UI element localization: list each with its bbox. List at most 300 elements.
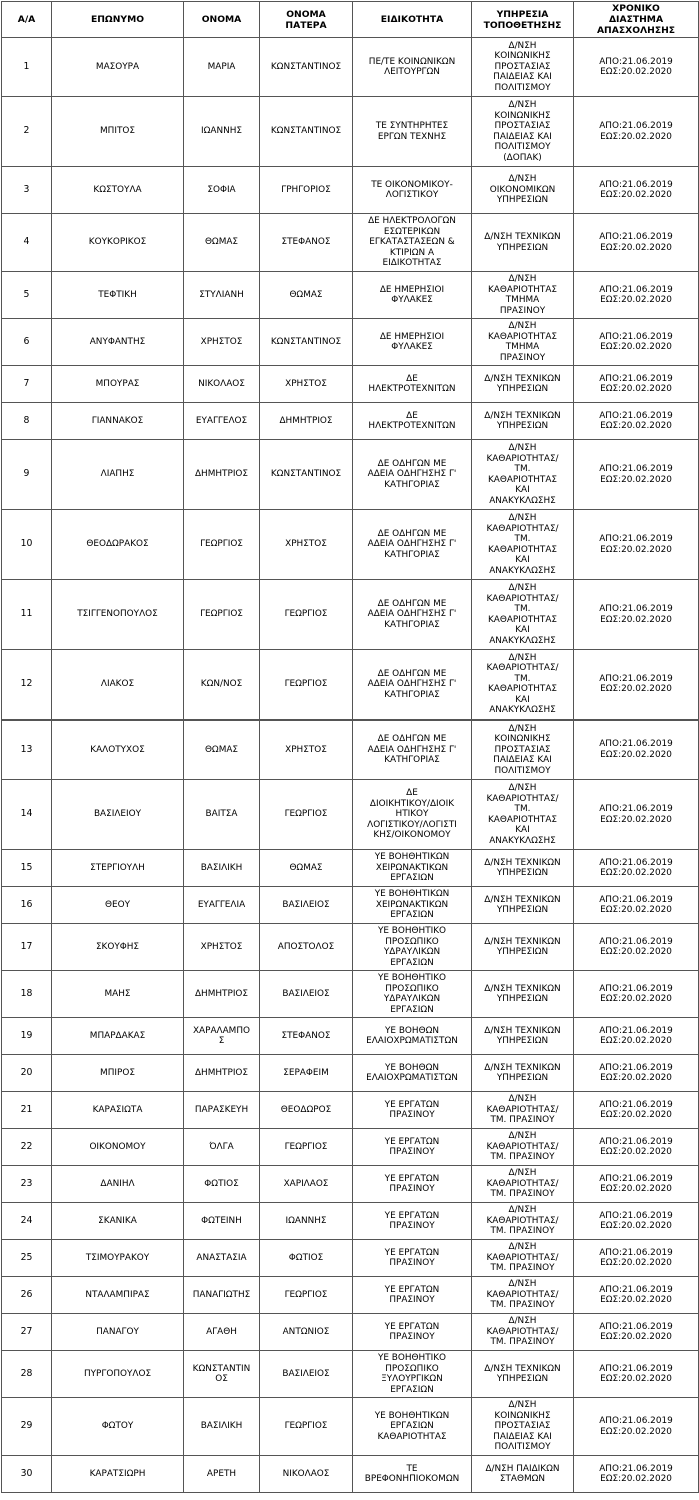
cell-line: (ΔΟΠΑΚ) [503,152,542,163]
period-from: ΑΠΟ:21.06.2019 [599,534,673,544]
cell-period [574,403,699,440]
cell-line: ΔΙΟΙΚΗΤΙΚΟΥ/ΔΙΟΙΚ [369,798,455,809]
cell-period [574,971,699,1018]
period-from: ΑΠΟ:21.06.2019 [599,804,673,814]
cell-line: Δ/ΝΣΗ [508,1094,537,1105]
cell-line: Δ/ΝΣΗ [508,1131,537,1142]
cell-specialty [353,850,472,887]
cell-line: ΥΕ ΕΡΓΑΤΩΝ [384,1099,440,1110]
cell-specialty [353,1166,472,1203]
cell-line: ΑΓΑΘΗ [206,1326,237,1337]
cell-line: ΥΕ ΕΡΓΑΤΩΝ [384,1321,440,1332]
cell-line: Δ/ΝΣΗ [508,443,537,453]
cell-father-name [260,1018,353,1055]
cell-surname: ΜΠΑΡΔΑΚΑΣ [52,1018,184,1055]
cell-line: ΕΛΑΙΟΧΡΩΜΑΤΙΣΤΩΝ [366,1036,458,1046]
cell-line: ΕΡΓΑΣΙΩΝ [390,873,434,884]
cell-specialty [353,650,472,720]
cell-line: ΑΝΤΩΝΙΟΣ [282,1326,330,1337]
cell-aa: 10 [2,510,52,580]
cell-period [574,650,699,720]
cell-line: ΑΝΑΚΥΚΛΩΣΗΣ [489,495,556,506]
cell-line: ΒΑΣΙΛΙΚΗ [200,862,243,873]
cell-line: ΔΕ ΟΔΗΓΩΝ ΜΕ [377,668,447,679]
cell-surname: ΜΠΟΥΡΑΣ [52,366,184,403]
cell-line: ΜΑΡΙΑ [207,61,236,72]
period-to: ΕΩΣ:20.02.2020 [600,474,672,485]
period-to: ΕΩΣ:20.02.2020 [600,295,672,305]
cell-father-name [260,1351,353,1398]
cell-line: ΠΑΙΔΕΙΑΣ ΚΑΙ [493,755,552,765]
cell-period [574,580,699,650]
cell-line: ΥΠΗΡΕΣΙΩΝ [496,1036,549,1046]
cell-father-name [260,1129,353,1166]
cell-surname: ΣΤΕΡΓΙΟΥΛΗ [52,850,184,887]
period-from: ΑΠΟ:21.06.2019 [599,983,673,994]
cell-line: Δ/ΝΣΗ [508,40,537,51]
cell-line: ΠΡΟΣΤΑΣΙΑΣ [494,744,551,755]
cell-line: Α/Α [17,14,36,25]
cell-line: ΙΩΑΝΝΗΣ [200,126,243,137]
cell-line: ΥΠΗΡΕΣΙΩΝ [496,195,549,206]
cell-line: ΔΕ [406,788,418,799]
cell-name [184,924,260,971]
period-from: ΑΠΟ:21.06.2019 [599,232,673,242]
cell-aa: 1 [2,38,52,97]
cell-period [574,1092,699,1129]
cell-period [574,38,699,97]
cell-line: ΧΕΙΡΩΝΑΚΤΙΚΩΝ [375,899,449,910]
period-to: ΕΩΣ:20.02.2020 [600,342,672,352]
period-from: ΑΠΟ:21.06.2019 [599,121,673,131]
cell-service [472,167,574,214]
table-row [2,1203,699,1240]
period-to: ΕΩΣ:20.02.2020 [600,1147,672,1157]
cell-line: ΔΗΜΗΤΡΙΟΣ [194,988,249,999]
cell-line: ΙΩΑΝΝΗΣ [285,1215,327,1226]
table-row [2,510,699,580]
cell-specialty [353,971,472,1018]
cell-period [574,1240,699,1277]
cell-line: ΚΑΘΑΡΙΟΤΗΤΑΣ/ [486,453,559,464]
table-row [2,1456,699,1493]
cell-line: ΓΕΩΡΓΙΟΣ [284,1421,328,1432]
cell-aa: 2 [2,97,52,167]
period-from: ΑΠΟ:21.06.2019 [599,1099,673,1110]
cell-line: ΠΡΑΣΙΝΟΥ [389,1332,435,1342]
cell-line: ΧΡΗΣΤΟΣ [285,378,327,389]
cell-surname: ΠΑΝΑΓΟΥ [52,1314,184,1351]
cell-line: ΤΜΗΜΑ [505,295,540,305]
cell-line: ΚΑΘΑΡΙΟΤΗΤΑΣ/ [486,1326,559,1337]
period-from: ΑΠΟ:21.06.2019 [599,373,673,384]
cell-line: ΠΡΟΣΩΠΙΚΟ [385,1363,439,1374]
cell-surname: ΜΑΣΟΥΡΑ [52,38,184,97]
cell-line: ΧΕΙΡΩΝΑΚΤΙΚΩΝ [375,862,449,873]
cell-line: ΑΔΕΙΑ ΟΔΗΓΗΣΗΣ Γ' [367,469,457,480]
cell-aa: 25 [2,1240,52,1277]
cell-line: ΑΠΟΣΤΟΛΟΣ [277,941,335,952]
cell-father-name [260,366,353,403]
cell-line: ΠΡΑΣΙΝΟΥ [389,1295,435,1305]
cell-specialty [353,1351,472,1398]
cell-surname: ΠΥΡΓΟΠΟΥΛΟΣ [52,1351,184,1398]
cell-line: ΘΩΜΑΣ [204,237,239,248]
cell-line: ΠΡΟΣΩΠΙΚΟ [385,936,439,947]
cell-line: ΥΕ ΒΟΗΘΗΤΙΚΩΝ [374,1410,450,1421]
table-row [2,1398,699,1456]
cell-period [574,1203,699,1240]
cell-aa: 13 [2,720,52,780]
cell-line: ΔΕ ΗΜΕΡΗΣΙΟΙ [379,284,445,295]
cell-line: ΓΕΩΡΓΙΟΣ [284,609,328,620]
period-from: ΑΠΟ:21.06.2019 [599,1210,673,1221]
cell-father-name [260,1456,353,1493]
cell-line: ΤΜ. ΠΡΑΣΙΝΟΥ [490,1152,555,1163]
table-row [2,440,699,510]
cell-line: ΑΡΕΤΗ [206,1468,237,1479]
cell-line: ΥΠΗΡΕΣΙΩΝ [496,421,549,431]
cell-specialty [353,510,472,580]
cell-line: ΔΕ ΟΔΗΓΩΝ ΜΕ [377,528,447,539]
period-to: ΕΩΣ:20.02.2020 [600,1110,672,1120]
cell-line: ΥΕ ΒΟΗΘΗΤΙΚΩΝ [374,889,450,900]
cell-line: ΥΕ ΒΟΗΘΩΝ [384,1025,439,1036]
cell-line: ΕΙΔΙΚΟΤΗΤΑ [380,14,444,25]
cell-name [184,887,260,924]
header-surname [52,2,184,38]
cell-line: ΟΝΟΜΑ [286,8,326,20]
cell-line: ΔΕ ΗΜΕΡΗΣΙΟΙ [379,331,445,342]
period-from: ΑΠΟ:21.06.2019 [599,1416,673,1426]
cell-line: ΦΩΤΙΟΣ [204,1178,239,1189]
cell-line: ΓΡΗΓΟΡΙΟΣ [281,184,331,195]
cell-line: ΚΑΘΑΡΙΟΤΗΤΑΣ [487,684,558,695]
cell-surname: ΝΤΑΛΑΜΠΙΡΑΣ [52,1277,184,1314]
cell-surname: ΛΙΑΠΗΣ [52,440,184,510]
cell-line: Δ/ΝΣΗ [508,1205,537,1216]
cell-specialty [353,366,472,403]
cell-line: ΚΑΘΑΡΙΟΤΗΤΑΣ/ [486,523,559,534]
cell-period [574,924,699,971]
cell-line: ΚΑΘΑΡΙΟΤΗΤΑΣ [487,331,558,342]
cell-specialty [353,887,472,924]
cell-name [184,1092,260,1129]
cell-line: ΚΩΝ/ΝΟΣ [200,679,243,689]
period-from: ΑΠΟ:21.06.2019 [599,1062,673,1073]
cell-line: ΤΕ ΣΥΝΤΗΡΗΤΕΣ [375,121,449,131]
cell-line: ΑΝΑΣΤΑΣΙΑ [196,1252,247,1263]
cell-line: ΣΤΕΦΑΝΟΣ [281,237,331,248]
cell-service [472,1166,574,1203]
cell-father-name [260,97,353,167]
cell-surname: ΜΠΙΡΟΣ [52,1055,184,1092]
cell-line: ΕΡΓΩΝ ΤΕΧΝΗΣ [377,131,447,142]
period-from: ΑΠΟ:21.06.2019 [599,894,673,905]
cell-line: ΗΛΕΚΤΡΟΤΕΧΝΙΤΩΝ [368,384,456,394]
period-to: ΕΩΣ:20.02.2020 [600,421,672,431]
table-row [2,319,699,366]
cell-line: ΕΥΑΓΓΕΛΙΑ [197,899,246,910]
cell-name [184,971,260,1018]
cell-father-name [260,510,353,580]
cell-line: ΤΜ. ΠΡΑΣΙΝΟΥ [490,1115,555,1126]
period-to: ΕΩΣ:20.02.2020 [600,1374,672,1384]
cell-line: ΚΑΘΑΡΙΟΤΗΤΑΣ/ [486,663,559,674]
cell-period [574,440,699,510]
table-row [2,366,699,403]
cell-father-name [260,887,353,924]
cell-father-name [260,1166,353,1203]
table-row [2,38,699,97]
cell-period [574,97,699,167]
cell-line: ΠΡΟΣΩΠΙΚΟ [385,983,439,994]
cell-line: ΥΕ ΕΡΓΑΤΩΝ [384,1136,440,1147]
period-from: ΑΠΟ:21.06.2019 [599,1173,673,1184]
cell-name [184,720,260,780]
cell-aa: 5 [2,272,52,319]
cell-line: ΛΕΙΤΟΥΡΓΩΝ [384,67,440,77]
period-from: ΑΠΟ:21.06.2019 [599,56,673,67]
cell-service [472,319,574,366]
cell-service [472,1456,574,1493]
cell-line: ΌΛΓΑ [209,1141,234,1152]
cell-line: ΠΑΝΑΓΙΩΤΗΣ [192,1289,251,1300]
cell-service [472,924,574,971]
cell-line: ΥΕ ΒΟΗΘΗΤΙΚΩΝ [374,852,450,863]
cell-father-name [260,580,353,650]
cell-line: ΥΕ ΒΟΗΘΗΤΙΚΟ [377,1353,447,1363]
cell-line: ΕΡΓΑΣΙΩΝ [390,1384,434,1395]
cell-line: ΠΑΙΔΕΙΑΣ ΚΑΙ [493,72,552,83]
cell-line: ΑΝΑΚΥΚΛΩΣΗΣ [489,705,556,716]
cell-line: ΚΗΣ/ΟΙΚΟΝΟΜΟΥ [373,830,451,841]
cell-line: ΦΩΤΕΙΝΗ [201,1215,242,1226]
cell-line: ΔΕ ΟΔΗΓΩΝ ΜΕ [377,458,447,469]
table-body [2,38,699,1493]
cell-aa: 9 [2,440,52,510]
staff-table [1,1,699,1493]
cell-line: ΤΜ. [514,604,531,614]
cell-line: ΤΜ. [514,804,531,814]
cell-specialty [353,1129,472,1166]
cell-specialty [353,780,472,850]
table-row [2,580,699,650]
period-from: ΑΠΟ:21.06.2019 [599,1025,673,1036]
period-from: ΑΠΟ:21.06.2019 [599,1284,673,1295]
cell-period [574,1277,699,1314]
cell-line: ΚΑΘΑΡΙΟΤΗΤΑΣ/ [486,1178,559,1189]
cell-specialty [353,272,472,319]
cell-father-name [260,167,353,214]
cell-service [472,1240,574,1277]
cell-name [184,580,260,650]
cell-line: ΔΙΑΣΤΗΜΑ [608,14,664,25]
cell-line: Δ/ΝΣΗ [508,723,537,734]
cell-aa: 24 [2,1203,52,1240]
cell-surname: ΤΣΙΜΟΥΡΑΚΟΥ [52,1240,184,1277]
cell-line: ΤΜ. [514,673,531,684]
cell-line: Δ/ΝΣΗ [508,513,537,523]
period-to: ΕΩΣ:20.02.2020 [600,242,672,253]
table-row [2,1166,699,1203]
table-row [2,1092,699,1129]
cell-name [184,319,260,366]
cell-line: ΓΕΩΡΓΙΟΣ [284,1289,328,1300]
cell-specialty [353,1092,472,1129]
cell-aa: 28 [2,1351,52,1398]
table-row [2,1055,699,1092]
cell-line: ΚΑΘΑΡΙΟΤΗΤΑΣ/ [486,1215,559,1226]
cell-name [184,1129,260,1166]
cell-line: ΕΡΓΑΣΙΩΝ [390,957,434,968]
cell-line: ΒΑΣΙΛΕΙΟΣ [282,1368,330,1379]
cell-line: Δ/ΝΣΗ ΤΕΧΝΙΚΩΝ [484,1363,561,1374]
cell-line: ΑΠΑΣΧΟΛΗΣΗΣ [596,25,676,36]
cell-line: ΥΠΗΡΕΣΙΩΝ [496,384,549,394]
cell-line: ΤΜ. ΠΡΑΣΙΝΟΥ [490,1300,555,1311]
cell-father-name [260,720,353,780]
cell-line: ΦΥΛΑΚΕΣ [391,295,433,305]
cell-line: ΣΤΕΦΑΝΟΣ [281,1030,331,1041]
cell-aa: 27 [2,1314,52,1351]
cell-line: ΘΩΜΑΣ [289,289,323,300]
table-row [2,1314,699,1351]
period-from: ΑΠΟ:21.06.2019 [599,284,673,295]
period-to: ΕΩΣ:20.02.2020 [600,614,672,625]
cell-service [472,1055,574,1092]
cell-line: ΑΔΕΙΑ ΟΔΗΓΗΣΗΣ Γ' [367,744,457,755]
cell-line: ΔΗΜΗΤΡΙΟΣ [194,469,249,480]
cell-line: ΥΠΗΡΕΣΙΩΝ [496,1374,549,1384]
cell-line: ΔΗΜΗΤΡΙΟΣ [194,1067,249,1078]
cell-service [472,1351,574,1398]
cell-line: ΤΜ. [514,534,531,544]
cell-service [472,1277,574,1314]
cell-specialty [353,403,472,440]
cell-line: Δ/ΝΣΗ ΤΕΧΝΙΚΩΝ [484,857,561,868]
cell-line: ΥΠΗΡΕΣΙΩΝ [496,947,549,957]
table-header-row [2,2,699,38]
cell-line: ΥΕ ΕΡΓΑΤΩΝ [384,1173,440,1184]
cell-specialty [353,38,472,97]
cell-father-name [260,319,353,366]
cell-line: ΚΑΘΑΡΙΟΤΗΤΑΣ [487,474,558,485]
cell-surname: ΛΙΑΚΟΣ [52,650,184,720]
cell-specialty [353,440,472,510]
cell-line: ΚΩΝΣΤΑΝΤΙΝΟΣ [270,126,342,137]
cell-line: ΠΑΤΕΡΑ [285,19,327,31]
cell-line: ΚΑΘΑΡΙΟΤΗΤΑΣ/ [486,793,559,804]
cell-line: ΚΩΝΣΤΑΝΤΙΝΟΣ [270,336,342,347]
cell-line: ΑΝΑΚΥΚΛΩΣΗΣ [489,835,556,846]
cell-line: ΥΕ ΒΟΗΘΩΝ [384,1062,439,1073]
cell-line: ΕΙΔΙΚΟΤΗΤΑΣ [382,258,442,269]
cell-line: ΠΡΟΣΤΑΣΙΑΣ [494,1421,551,1432]
table-row [2,850,699,887]
cell-line: ΝΙΚΟΛΑΟΣ [282,1468,330,1479]
cell-line: ΚΑΘΑΡΙΟΤΗΤΑΣ/ [486,1289,559,1300]
cell-father-name [260,440,353,510]
cell-line: ΞΥΛΟΥΡΓΙΚΩΝ [381,1374,443,1384]
cell-name [184,1240,260,1277]
cell-line: ΑΝΑΚΥΚΛΩΣΗΣ [489,635,556,646]
cell-line: ΠΑΡΑΣΚΕΥΗ [194,1104,249,1115]
table-row [2,1277,699,1314]
cell-name [184,97,260,167]
cell-line: ΤΕ [406,1463,418,1474]
cell-line: Δ/ΝΣΗ ΤΕΧΝΙΚΩΝ [484,894,561,905]
cell-service [472,720,574,780]
cell-surname: ΣΚΑΝΙΚΑ [52,1203,184,1240]
cell-specialty [353,1018,472,1055]
cell-line: ΤΜ. ΠΡΑΣΙΝΟΥ [490,1263,555,1274]
cell-line: ΧΡΗΣΤΟΣ [200,336,243,347]
cell-line: ΠΡΑΣΙΝΟΥ [389,1221,435,1231]
period-from: ΑΠΟ:21.06.2019 [599,410,673,421]
cell-period [574,1018,699,1055]
cell-father-name [260,1240,353,1277]
cell-line: ΚΟΙΝΩΝΙΚΗΣ [494,110,551,121]
cell-line: ΥΕ ΒΟΗΘΗΤΙΚΟ [377,926,447,936]
cell-name [184,1351,260,1398]
cell-surname: ΓΙΑΝΝΑΚΟΣ [52,403,184,440]
cell-period [574,272,699,319]
cell-line: ΘΩΜΑΣ [289,862,323,873]
cell-name [184,1398,260,1456]
cell-name [184,1203,260,1240]
cell-aa: 30 [2,1456,52,1493]
cell-surname: ΚΩΣΤΟΥΛΑ [52,167,184,214]
cell-father-name [260,924,353,971]
cell-line: ΟΙΚΟΝΟΜΙΚΩΝ [489,184,556,195]
header-aa [2,2,52,38]
cell-line: ΧΡΟΝΙΚΟ [612,3,660,14]
cell-period [574,887,699,924]
cell-surname: ΑΝΥΦΑΝΤΗΣ [52,319,184,366]
cell-line: Δ/ΝΣΗ ΤΕΧΝΙΚΩΝ [484,373,561,384]
cell-line: ΘΕΟΔΩΡΟΣ [280,1104,332,1115]
table-row [2,887,699,924]
cell-name [184,1314,260,1351]
cell-father-name [260,650,353,720]
cell-name [184,780,260,850]
cell-line: ΣΕΡΑΦΕΙΜ [283,1067,329,1078]
cell-name [184,1456,260,1493]
cell-period [574,720,699,780]
cell-line: Δ/ΝΣΗ [508,1279,537,1290]
cell-period [574,1055,699,1092]
cell-father-name [260,403,353,440]
period-from: ΑΠΟ:21.06.2019 [599,1363,673,1374]
cell-line: ΕΛΑΙΟΧΡΩΜΑΤΙΣΤΩΝ [366,1073,458,1083]
cell-line: Δ/ΝΣΗ [508,783,537,793]
cell-line: ΚΑΙ [515,625,530,635]
cell-period [574,1456,699,1493]
period-from: ΑΠΟ:21.06.2019 [599,936,673,947]
cell-specialty [353,720,472,780]
cell-line: ΚΑΤΗΓΟΡΙΑΣ [384,549,440,560]
cell-father-name [260,272,353,319]
cell-line: ΚΟΙΝΩΝΙΚΗΣ [494,1410,551,1421]
period-from: ΑΠΟ:21.06.2019 [599,604,673,614]
period-to: ΕΩΣ:20.02.2020 [600,384,672,394]
cell-surname: ΤΕΦΤΙΚΗ [52,272,184,319]
cell-line: Δ/ΝΣΗ [508,100,537,110]
cell-period [574,1166,699,1203]
period-to: ΕΩΣ:20.02.2020 [600,994,672,1004]
cell-line: ΚΑΘΑΡΙΟΤΗΤΑΣ [487,544,558,555]
